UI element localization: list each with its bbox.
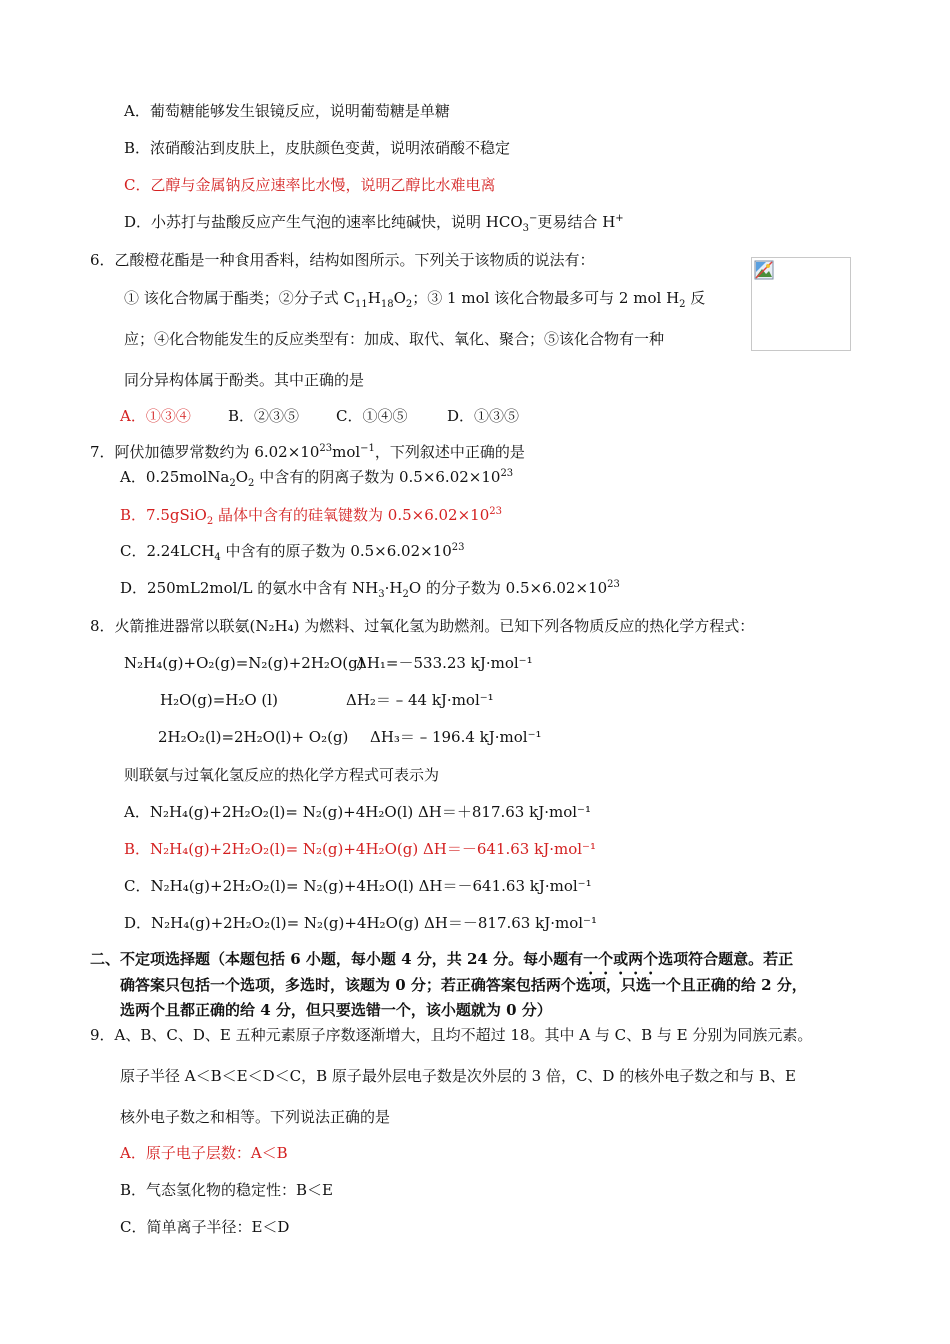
q6-statement-line3: 同分异构体属于酚类。其中正确的是 [124, 371, 365, 389]
q9-option-a: A．原子电子层数：A＜B [120, 1144, 288, 1162]
q6-stem: 6．乙酸橙花酯是一种食用香料，结构如图所示。下列关于该物质的说法有： [90, 251, 595, 269]
q8-eq1-reaction: N₂H₄(g)+O₂(g)=N₂(g)+2H₂O(g) [124, 654, 364, 672]
q6-option-a: A．①③④ [120, 407, 191, 425]
q7-option-b: B．7.5gSiO$_2$ 晶体中含有的硅氧键数为 $0.5\times 6.02\times 10^{23}$ [120, 506, 502, 527]
q5-option-c: C．乙醇与金属钠反应速率比水慢，说明乙醇比水难电离 [124, 176, 496, 194]
q8-eq3-enthalpy: ΔH₃＝ – 196.4 kJ·mol⁻¹ [370, 728, 542, 746]
q8-option-c: C．N₂H₄(g)+2H₂O₂(l)= N₂(g)+4H₂O(l) ΔH＝－641.63 kJ·mol⁻¹ [124, 877, 592, 895]
q8-prompt: 则联氨与过氧化氢反应的热化学方程式可表示为 [124, 766, 440, 784]
q5-option-d: D．小苏打与盐酸反应产生气泡的速率比纯碱快，说明 $HCO_3^-$更易结合 H+ [124, 213, 624, 234]
q7-option-a: A．$0.25molNa_2O_2$ 中含有的阴离子数为 $0.5\times 6.02\times 10^{23}$ [120, 468, 514, 489]
q8-option-d: D．N₂H₄(g)+2H₂O₂(l)= N₂(g)+4H₂O(g) ΔH＝－817.63 kJ·mol⁻¹ [124, 914, 597, 932]
section2-instructions-line1: 二、不定项选择题（本题包括 6 小题，每小题 4 分，共 24 分。每小题有一个或两个选项符合题意。若正 [90, 950, 794, 968]
q8-eq1-enthalpy: ΔH₁=－533.23 kJ·mol⁻¹ [356, 654, 533, 672]
q8-eq2-enthalpy: ΔH₂＝ – 44 kJ·mol⁻¹ [346, 691, 494, 709]
section2-instructions-line3: 选两个且都正确的给 4 分，但只要选错一个，该小题就为 0 分） [120, 1001, 552, 1019]
q7-stem: 7．阿伏加德罗常数约为 $6.02\times 10^{23}mol^{-1}$，下列叙述中正确的是 [90, 443, 525, 461]
q8-eq2-reaction: H₂O(g)=H₂O (l) [160, 691, 278, 709]
section2-instructions-line2: 确答案只包括一个选项，多选时，该题为 0 分；若正确答案包括两个选项，只选一个且正确的给 2 分， [120, 976, 807, 994]
q9-stem-line3: 核外电子数之和相等。下列说法正确的是 [120, 1108, 391, 1126]
q7-option-c: C．$2.24LCH_4$ 中含有的原子数为 $0.5\times 6.02\times 10^{23}$ [120, 542, 465, 563]
q9-stem-line2: 原子半径 A＜B＜E＜D＜C，B 原子最外层电子数是次外层的 3 倍，C、D 的核外电子数之和与 B、E [120, 1067, 796, 1085]
q6-option-c: C．①④⑤ [336, 407, 408, 425]
q6-option-d: D．①③⑤ [447, 407, 520, 425]
q9-option-c: C．简单离子半径：E＜D [120, 1218, 290, 1236]
q8-stem: 8．火箭推进器常以联氨(N₂H₄) 为燃料、过氧化氢为助燃剂。已知下列各物质反应的热化学方程式： [90, 617, 755, 635]
q8-option-a: A．N₂H₄(g)+2H₂O₂(l)= N₂(g)+4H₂O(l) ΔH＝＋817.63 kJ·mol⁻¹ [124, 803, 591, 821]
q5-option-a: A．葡萄糖能够发生银镜反应，说明葡萄糖是单糖 [124, 102, 450, 120]
q9-option-b: B．气态氢化物的稳定性：B＜E [120, 1181, 333, 1199]
q6-statement-line1: ① 该化合物属于酯类；②分子式 $C_{11}H_{18}O_2$；③ 1 mol 该化合物最多可与 2 mol $H_2$ 反 [124, 289, 706, 310]
q7-option-d: D．250mL2mol/L 的氨水中含有 $NH_3\cdot H_2O$ 的分子数为 $0.5\times 6.02\times 10^{23}$ [120, 579, 620, 600]
q5-option-b: B．浓硝酸沾到皮肤上，皮肤颜色变黄，说明浓硝酸不稳定 [124, 139, 511, 157]
q8-eq3-reaction: 2H₂O₂(l)=2H₂O(l)+ O₂(g) [158, 728, 349, 746]
q6-option-b: B．②③⑤ [228, 407, 300, 425]
q9-stem-line1: 9．A、B、C、D、E 五种元素原子序数逐渐增大，且均不超过 18。其中 A 与 C、B 与 E 分别为同族元素。 [90, 1026, 813, 1044]
q6-statement-line2: 应；④化合物能发生的反应类型有：加成、取代、氧化、聚合；⑤该化合物有一种 [124, 330, 665, 348]
q6-structure-image [751, 257, 851, 351]
broken-image-icon [754, 260, 774, 280]
q8-option-b: B．N₂H₄(g)+2H₂O₂(l)= N₂(g)+4H₂O(g) ΔH＝－641.63 kJ·mol⁻¹ [124, 840, 596, 858]
